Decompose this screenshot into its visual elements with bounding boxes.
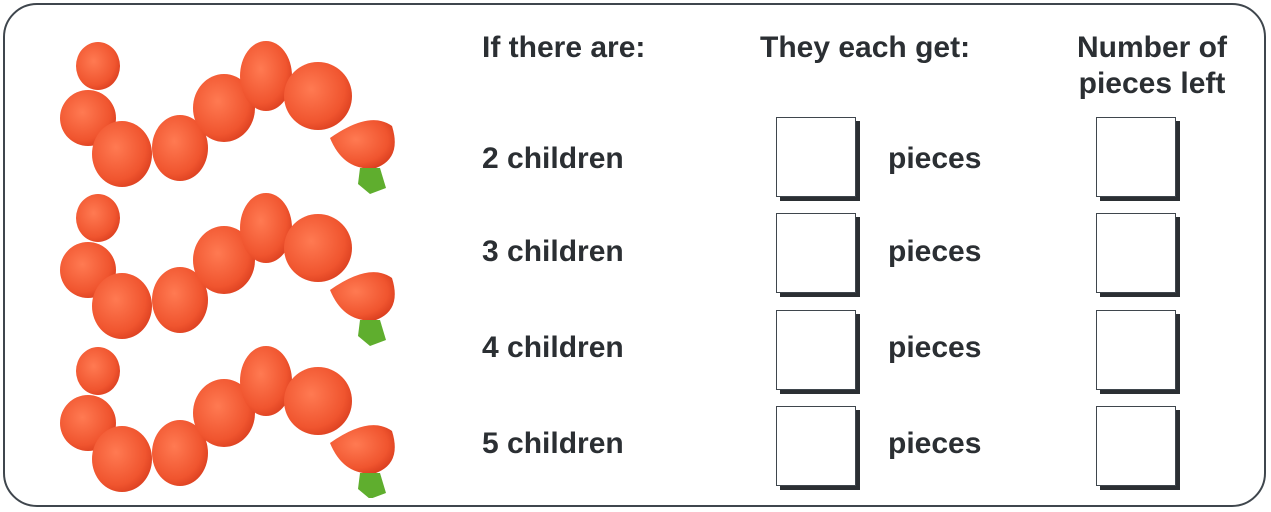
pieces-unit-row4: pieces	[888, 427, 982, 460]
header-they-each-get: They each get:	[760, 31, 971, 64]
row-label-2-children: 2 children	[482, 142, 624, 175]
each-get-answer-box-row3[interactable]	[776, 310, 856, 390]
pieces-left-answer-box-row3[interactable]	[1096, 310, 1176, 390]
pieces-left-answer-box-row2[interactable]	[1096, 213, 1176, 293]
carrot-slices-illustration	[40, 18, 420, 498]
header-pieces-left-line2: pieces left	[1078, 67, 1226, 100]
pieces-unit-row1: pieces	[888, 142, 982, 175]
row-label-5-children: 5 children	[482, 427, 624, 460]
each-get-answer-box-row1[interactable]	[776, 117, 856, 197]
header-pieces-left-line1: Number of	[1077, 31, 1227, 64]
header-if-there-are: If there are:	[482, 31, 646, 64]
row-label-4-children: 4 children	[482, 331, 624, 364]
each-get-answer-box-row4[interactable]	[776, 406, 856, 486]
pieces-left-answer-box-row1[interactable]	[1096, 117, 1176, 197]
header-pieces-left	[1062, 30, 1242, 102]
row-label-3-children: 3 children	[482, 235, 624, 268]
pieces-unit-row2: pieces	[888, 235, 982, 268]
pieces-unit-row3: pieces	[888, 331, 982, 364]
pieces-left-answer-box-row4[interactable]	[1096, 406, 1176, 486]
each-get-answer-box-row2[interactable]	[776, 213, 856, 293]
